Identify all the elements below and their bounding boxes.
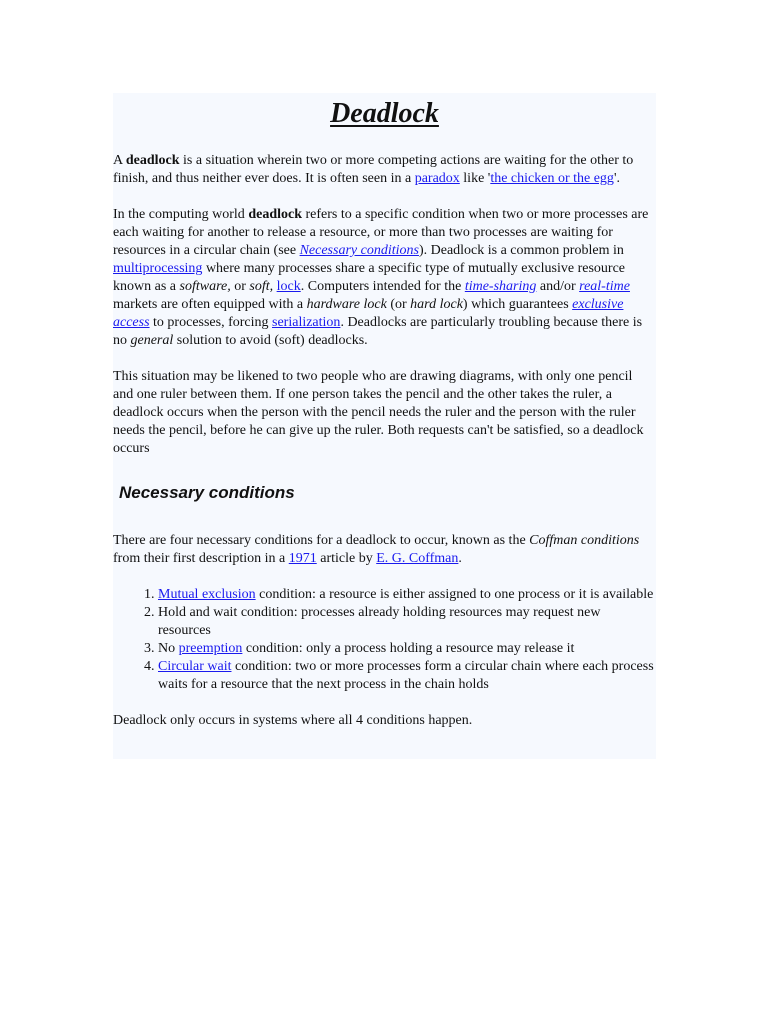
computing-text-4: where many processes share a specific type of mutually exclusive resource known as a: [113, 261, 625, 294]
condition-pre-text: Hold and wait condition: processes already holding resources may request new resources: [158, 605, 601, 638]
computing-text-5: or: [230, 279, 250, 294]
condition-post-text: condition: two or more processes form a circular chain where each process waits for a resource that the next process in the chain holds: [158, 659, 654, 692]
coffman-paragraph: [113, 532, 656, 568]
computing-text-14: solution to avoid (soft) deadlocks.: [173, 333, 368, 348]
condition-post-text: condition: only a process holding a resource may release it: [242, 641, 575, 656]
final-paragraph: Deadlock only occurs in systems where all 4 conditions happen.: [113, 713, 473, 728]
computing-bold-deadlock: deadlock: [248, 207, 302, 222]
preemption-link[interactable]: preemption: [178, 641, 243, 656]
condition-pre-text: No: [158, 641, 179, 656]
list-item: [158, 604, 656, 640]
paradox-link[interactable]: paradox: [414, 171, 460, 186]
intro-text-2: is a situation wherein two or more competing actions are waiting for the other to finish, and thus neither ever does. It is often seen in a: [113, 153, 634, 186]
section-heading-necessary-conditions: Necessary conditions: [119, 483, 295, 502]
coffman-text-4: .: [458, 551, 462, 566]
serialization-link[interactable]: serialization: [272, 315, 341, 330]
intro-bold-deadlock: deadlock: [125, 153, 180, 168]
exclusive-access-link-text: exclusive access: [113, 297, 624, 330]
computing-text-11: ) which guarantees: [462, 297, 573, 312]
intro-text-3: like ': [459, 171, 491, 186]
chicken-or-egg-link[interactable]: the chicken or the egg: [490, 171, 614, 186]
mutual-exclusion-link[interactable]: Mutual exclusion: [158, 587, 256, 602]
computing-text-2: refers to a specific condition when two or more processes are each waiting for another to release a resource, or more than two processes are waiting for resources in a circular chain (see: [113, 207, 649, 258]
computing-paragraph: [113, 206, 656, 350]
real-time-link[interactable]: [579, 279, 630, 294]
list-item: [158, 586, 656, 604]
intro-text-4: '.: [613, 171, 620, 186]
condition-post-text: condition: a resource is either assigned to one process or it is available: [255, 587, 654, 602]
computing-text-10: (or: [386, 297, 411, 312]
conditions-list: [113, 586, 656, 694]
multiprocessing-link[interactable]: multiprocessing: [113, 261, 203, 276]
coffman-text-3: article by: [316, 551, 377, 566]
time-sharing-link[interactable]: [465, 279, 537, 294]
coffman-text-2: from their first description in a: [113, 551, 289, 566]
computing-text-3: ). Deadlock is a common problem in: [418, 243, 624, 258]
circular-wait-link[interactable]: Circular wait: [158, 659, 232, 674]
computing-text-12: to processes, forcing: [149, 315, 273, 330]
computing-text-8: and/or: [536, 279, 580, 294]
coffman-conditions-italic: Coffman conditions: [529, 533, 640, 548]
real-time-link-text: real-time: [579, 279, 630, 294]
soft-italic: soft,: [249, 279, 274, 294]
list-item: [158, 640, 656, 658]
lock-link[interactable]: lock: [276, 279, 301, 294]
list-item: [158, 658, 656, 694]
time-sharing-link-text: time-sharing: [464, 279, 537, 294]
necessary-conditions-link[interactable]: [300, 243, 419, 258]
intro-paragraph: [113, 152, 656, 188]
coffman-text-1: There are four necessary conditions for a deadlock to occur, known as the: [113, 533, 530, 548]
hard-lock-italic: hard lock: [410, 297, 463, 312]
computing-text-13: . Deadlocks are particularly troubling because there is no: [113, 315, 643, 348]
computing-text-9: markets are often equipped with a: [113, 297, 307, 312]
intro-text-1: A: [113, 153, 126, 168]
computing-text-7: . Computers intended for the: [300, 279, 465, 294]
year-1971-link[interactable]: 1971: [288, 551, 317, 566]
general-italic: general: [130, 333, 174, 348]
article-content: [113, 93, 656, 730]
software-italic: software,: [179, 279, 231, 294]
hardware-lock-italic: hardware lock: [306, 297, 387, 312]
document-page: [113, 93, 656, 759]
necessary-conditions-link-text: Necessary conditions: [299, 243, 419, 258]
eg-coffman-link[interactable]: E. G. Coffman: [376, 551, 459, 566]
page-title: Deadlock: [330, 98, 439, 129]
computing-text-1: In the computing world: [113, 207, 249, 222]
analogy-paragraph: This situation may be likened to two people who are drawing diagrams, with only one pencil and one ruler between them. If one person takes the pencil and the other takes the ruler, a deadlock occurs when the person with the pencil needs the ruler and the person with the ruler needs the pencil, before he can give up the ruler. Both requests can't be satisfied, so a deadlock occurs: [113, 369, 644, 456]
